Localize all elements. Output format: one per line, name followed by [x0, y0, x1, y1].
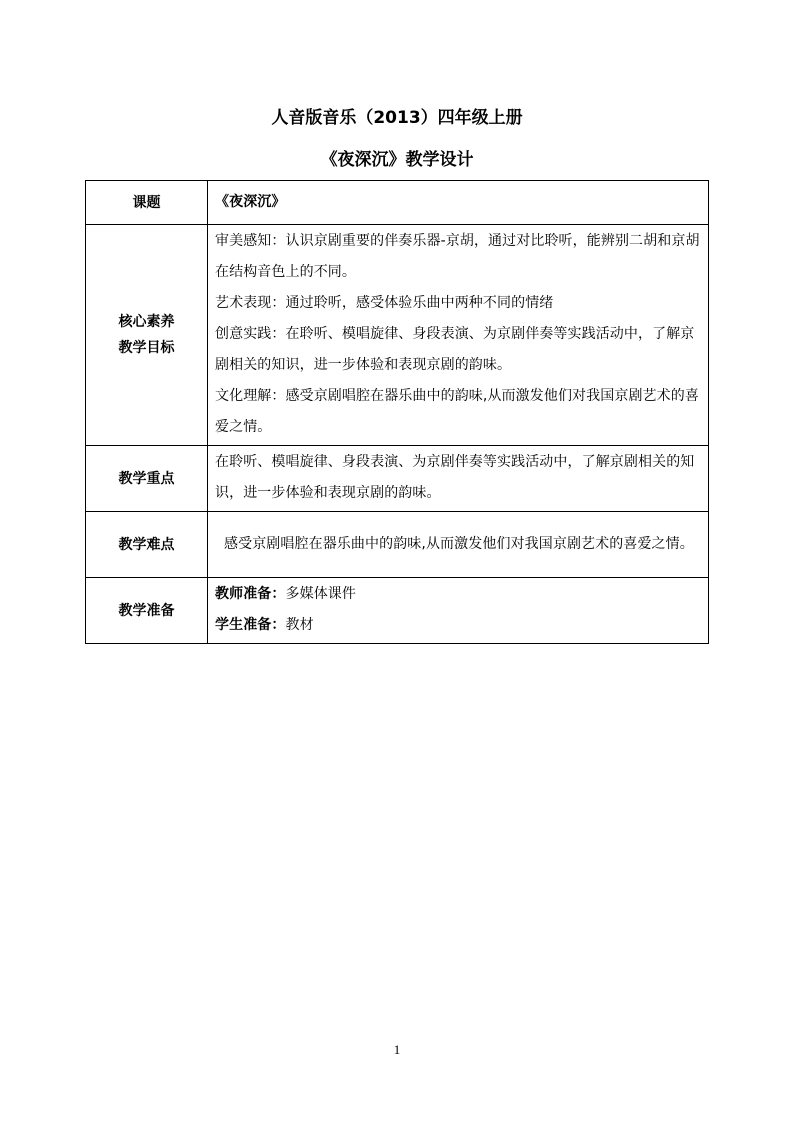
- teacher-preparation-label: 教师准备：: [215, 586, 286, 602]
- key-points-value: 在聆听、模唱旋律、身段表演、为京剧伴奏等实践活动中，了解京剧相关的知识，进一步体验和表现京剧的韵味。: [208, 446, 709, 512]
- student-preparation-value: 教材: [285, 617, 314, 633]
- key-points-label: 教学重点: [86, 446, 208, 512]
- goal-artistic-expression: 艺术表现：通过聆听，感受体验乐曲中两种不同的情绪: [215, 295, 554, 311]
- student-preparation-label: 学生准备：: [215, 617, 286, 633]
- table-row-difficulties: [86, 512, 709, 578]
- document-title: 人音版音乐（2013）四年级上册: [271, 108, 523, 128]
- table-row-key-points: [86, 446, 709, 512]
- table-row-preparation: [86, 578, 709, 644]
- lesson-plan-table: [85, 180, 709, 644]
- goals-label: [86, 225, 208, 446]
- preparation-label: 教学准备: [86, 578, 208, 644]
- teacher-preparation-value: 多媒体课件: [285, 586, 356, 602]
- goal-aesthetic-perception: 审美感知：认识京剧重要的伴奏乐器-京胡，通过对比聆听，能辨别二胡和京胡在结构音色上的不同。: [215, 233, 700, 280]
- difficulties-value: 感受京剧唱腔在器乐曲中的韵味,从而激发他们对我国京剧艺术的喜爱之情。: [224, 535, 694, 552]
- student-preparation: [215, 610, 702, 641]
- goal-creative-practice: 创意实践：在聆听、模唱旋律、身段表演、为京剧伴奏等实践活动中，了解京剧相关的知识，进一步体验和表现京剧的韵味。: [215, 326, 695, 373]
- goals-label-line1: 核心素养: [118, 314, 175, 330]
- topic-value: 《夜深沉》: [208, 181, 709, 225]
- difficulties-content: [208, 512, 709, 578]
- page-number: 1: [393, 1042, 401, 1057]
- preparation-content: [208, 578, 709, 644]
- table-row-topic: [86, 181, 709, 225]
- goals-label-line2: 教学目标: [118, 340, 175, 356]
- goals-content: [208, 225, 709, 446]
- goal-cultural-understanding: 文化理解：感受京剧唱腔在器乐曲中的韵味,从而激发他们对我国京剧艺术的喜爱之情。: [215, 388, 699, 435]
- document-subtitle: 《夜深沉》教学设计: [320, 150, 474, 170]
- difficulties-label: 教学难点: [86, 512, 208, 578]
- topic-label: 课题: [86, 181, 208, 225]
- teacher-preparation: [215, 579, 702, 610]
- table-row-goals: [86, 225, 709, 446]
